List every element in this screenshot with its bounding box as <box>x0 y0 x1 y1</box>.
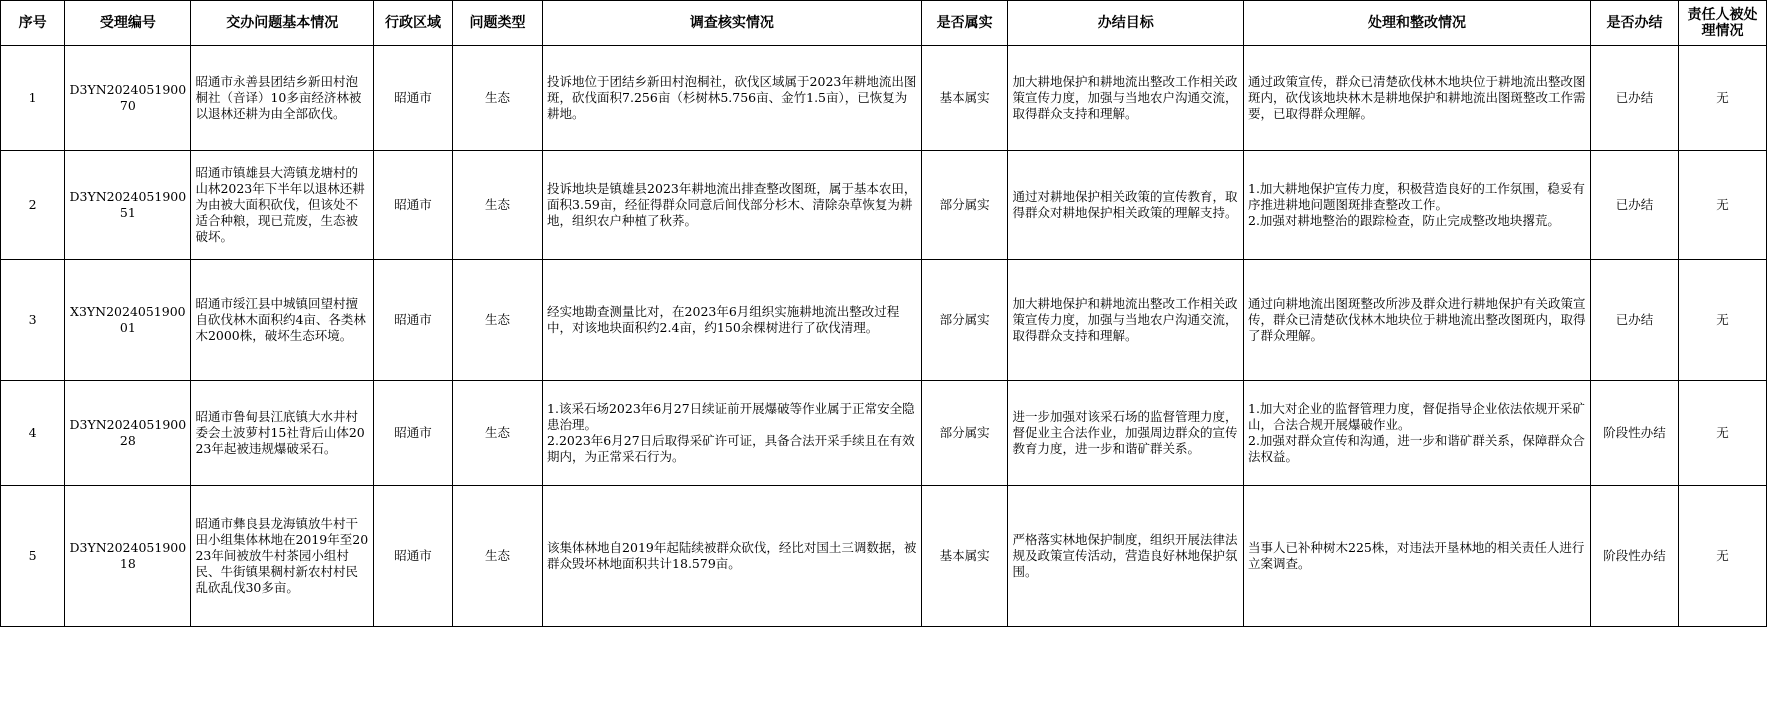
cell-acceptance-no: D3YN202405190070 <box>65 46 191 151</box>
cell-type: 生态 <box>452 486 542 627</box>
cell-problem: 昭通市永善县团结乡新田村泡桐社（音译）10多亩经济林被以退林还耕为由全部砍伐。 <box>191 46 374 151</box>
header-acceptance-no: 受理编号 <box>65 1 191 46</box>
cell-handling <box>1244 381 1591 486</box>
cell-handling <box>1244 486 1591 627</box>
cell-seq: 3 <box>1 260 65 381</box>
cell-closed: 已办结 <box>1591 260 1679 381</box>
cell-investigation <box>543 381 922 486</box>
cell-type: 生态 <box>452 46 542 151</box>
cell-verified: 基本属实 <box>921 486 1008 627</box>
cell-investigation: 该集体林地自2019年起陆续被群众砍伐，经比对国土三调数据，被群众毁坏林地面积共计18.579亩。 <box>543 486 922 627</box>
cell-verified: 基本属实 <box>921 46 1008 151</box>
cell-seq: 4 <box>1 381 65 486</box>
cell-problem: 昭通市鲁甸县江底镇大水井村委会土波萝村15社背后山体2023年起被违规爆破采石。 <box>191 381 374 486</box>
cell-acceptance-no: D3YN202405190028 <box>65 381 191 486</box>
handling-line: 当事人已补种树木225株，对违法开垦林地的相关责任人进行立案调查。 <box>1248 540 1585 571</box>
cell-region: 昭通市 <box>374 46 453 151</box>
cell-problem: 昭通市镇雄县大湾镇龙塘村的山林2023年下半年以退林还耕为由被大面积砍伐，但该处不适合种粮，现已荒废，生态被破坏。 <box>191 151 374 260</box>
cell-goal: 通过对耕地保护相关政策的宣传教育，取得群众对耕地保护相关政策的理解支持。 <box>1008 151 1244 260</box>
cell-problem: 昭通市绥江县中城镇回望村擅自砍伐林木面积约4亩、各类林木2000株，破坏生态环境。 <box>191 260 374 381</box>
cell-type: 生态 <box>452 260 542 381</box>
cell-goal: 严格落实林地保护制度，组织开展法律法规及政策宣传活动，营造良好林地保护氛围。 <box>1008 486 1244 627</box>
header-closed: 是否办结 <box>1591 1 1679 46</box>
cell-region: 昭通市 <box>374 381 453 486</box>
cell-type: 生态 <box>452 381 542 486</box>
cell-accountability: 无 <box>1679 381 1767 486</box>
cell-verified: 部分属实 <box>921 151 1008 260</box>
table-row <box>1 151 1767 260</box>
table-row <box>1 260 1767 381</box>
header-problem: 交办问题基本情况 <box>191 1 374 46</box>
handling-line: 通过政策宣传，群众已清楚砍伐林木地块位于耕地流出整改图斑内，砍伐该地块林木是耕地保护和耕地流出图斑整改工作需要，已取得群众理解。 <box>1248 74 1586 121</box>
header-goal: 办结目标 <box>1008 1 1244 46</box>
cell-seq: 2 <box>1 151 65 260</box>
cell-seq: 5 <box>1 486 65 627</box>
cell-accountability: 无 <box>1679 151 1767 260</box>
handling-line: 1.加大对企业的监督管理力度，督促指导企业依法依规开采矿山，合法合规开展爆破作业。 <box>1248 401 1585 432</box>
cell-verified: 部分属实 <box>921 260 1008 381</box>
cell-investigation: 经实地勘查测量比对，在2023年6月组织实施耕地流出整改过程中，对该地块面积约2.4亩，约150余棵树进行了砍伐清理。 <box>543 260 922 381</box>
cell-region: 昭通市 <box>374 260 453 381</box>
table-row <box>1 486 1767 627</box>
table-row <box>1 46 1767 151</box>
header-verified: 是否属实 <box>921 1 1008 46</box>
cell-accountability: 无 <box>1679 46 1767 151</box>
cell-goal: 加大耕地保护和耕地流出整改工作相关政策宣传力度，加强与当地农户沟通交流，取得群众支持和理解。 <box>1008 46 1244 151</box>
cell-goal: 加大耕地保护和耕地流出整改工作相关政策宣传力度，加强与当地农户沟通交流，取得群众支持和理解。 <box>1008 260 1244 381</box>
cell-closed: 阶段性办结 <box>1591 381 1679 486</box>
cell-closed: 阶段性办结 <box>1591 486 1679 627</box>
cell-handling <box>1244 260 1591 381</box>
header-row <box>1 1 1767 46</box>
cell-seq: 1 <box>1 46 65 151</box>
investigation-line: 2.2023年6月27日后取得采矿许可证，具备合法开采手续且在有效期内，为正常采石行为。 <box>547 433 915 464</box>
cell-closed: 已办结 <box>1591 151 1679 260</box>
handling-line: 2.加强对群众宣传和沟通，进一步和谐矿群关系，保障群众合法权益。 <box>1248 433 1585 464</box>
cell-investigation: 投诉地块是镇雄县2023年耕地流出排查整改图斑，属于基本农田，面积3.59亩，经征得群众同意后间伐部分杉木、清除杂草恢复为耕地，组织农户种植了秋荞。 <box>543 151 922 260</box>
cell-goal: 进一步加强对该采石场的监督管理力度，督促业主合法作业，加强周边群众的宣传教育力度，进一步和谐矿群关系。 <box>1008 381 1244 486</box>
cell-handling <box>1244 46 1591 151</box>
handling-line: 2.加强对耕地整治的跟踪检查，防止完成整改地块撂荒。 <box>1248 213 1560 228</box>
header-type: 问题类型 <box>452 1 542 46</box>
investigation-line: 1.该采石场2023年6月27日续证前开展爆破等作业属于正常安全隐患治理。 <box>547 401 915 432</box>
cell-closed: 已办结 <box>1591 46 1679 151</box>
cell-acceptance-no: D3YN202405190018 <box>65 486 191 627</box>
cell-acceptance-no: D3YN202405190051 <box>65 151 191 260</box>
header-investigation: 调查核实情况 <box>543 1 922 46</box>
cell-type: 生态 <box>452 151 542 260</box>
cell-accountability: 无 <box>1679 260 1767 381</box>
cell-investigation: 投诉地位于团结乡新田村泡桐社，砍伐区域属于2023年耕地流出图斑，砍伐面积7.256亩（杉树林5.756亩、金竹1.5亩），已恢复为耕地。 <box>543 46 922 151</box>
header-seq: 序号 <box>1 1 65 46</box>
header-region: 行政区域 <box>374 1 453 46</box>
cell-region: 昭通市 <box>374 151 453 260</box>
cell-acceptance-no: X3YN202405190001 <box>65 260 191 381</box>
cell-region: 昭通市 <box>374 486 453 627</box>
cell-problem: 昭通市彝良县龙海镇放牛村干田小组集体林地在2019年至2023年间被放牛村茶园小组村民、牛街镇果稠村新农村村民乱砍乱伐30多亩。 <box>191 486 374 627</box>
cell-accountability: 无 <box>1679 486 1767 627</box>
cell-handling <box>1244 151 1591 260</box>
header-handling: 处理和整改情况 <box>1244 1 1591 46</box>
handling-line: 通过向耕地流出图斑整改所涉及群众进行耕地保护有关政策宣传，群众已清楚砍伐林木地块位于耕地流出整改图斑内，取得了群众理解。 <box>1248 296 1586 343</box>
handling-line: 1.加大耕地保护宣传力度，积极营造良好的工作氛围，稳妥有序推进耕地问题图斑排查整改工作。 <box>1248 181 1585 212</box>
header-accountability: 责任人被处理情况 <box>1679 1 1767 46</box>
cell-verified: 部分属实 <box>921 381 1008 486</box>
table-row <box>1 381 1767 486</box>
